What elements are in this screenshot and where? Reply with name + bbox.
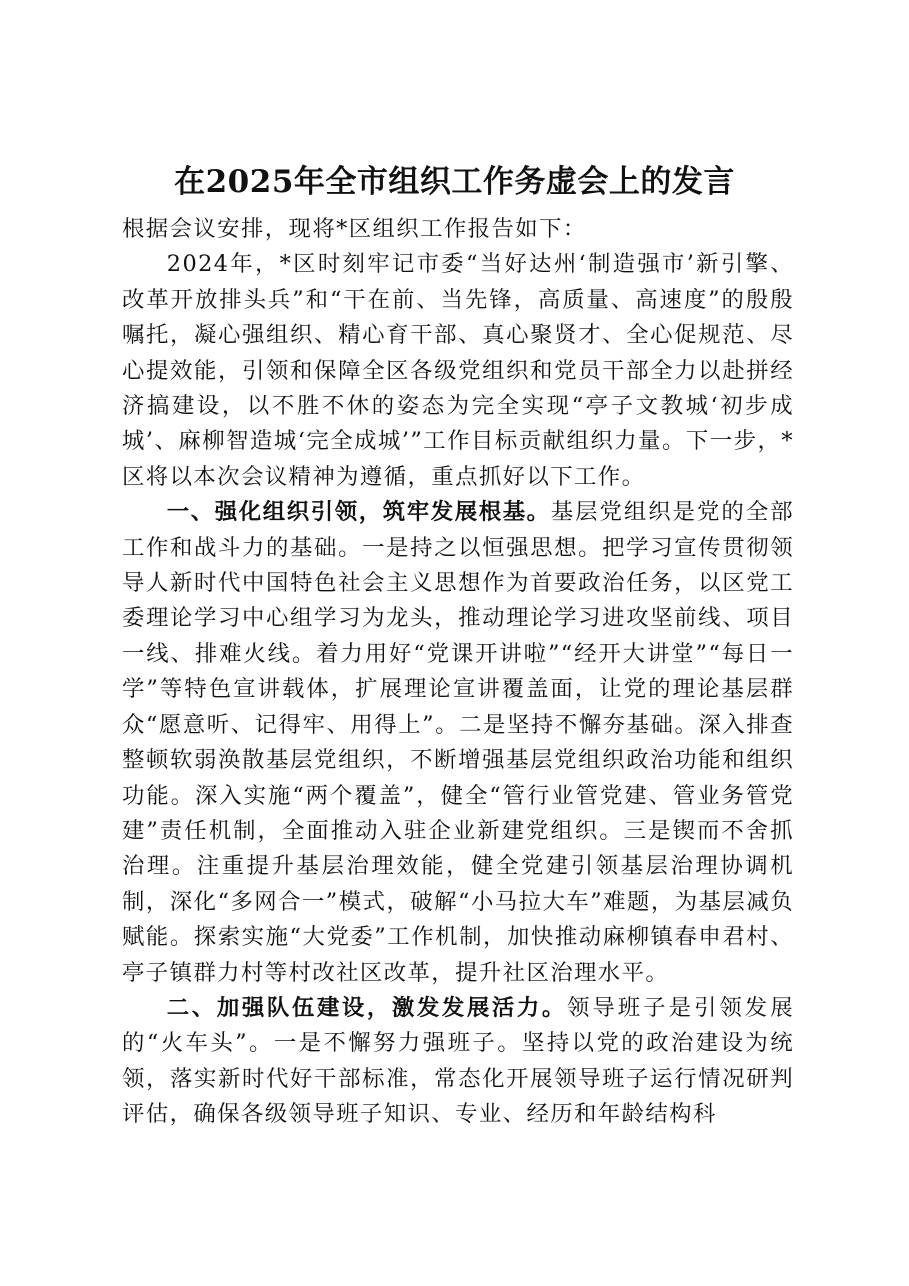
- document-body: [122, 212, 794, 1133]
- section-2-heading: 二、加强队伍建设，激发发展活力。: [166, 994, 567, 1021]
- document-title: 在2025年全市组织工作务虚会上的发言: [174, 164, 735, 200]
- section-1-heading: 一、强化组织引领，筑牢发展根基。: [166, 499, 551, 526]
- section-1-paragraph: [122, 495, 794, 991]
- summary-paragraph: 2024年，*区时刻牢记市委“当好达州‘制造强市’新引擎、改革开放排头兵”和“干在前、当先锋，高质量、高速度”的殷殷嘱托，凝心强组织、精心育干部、真心聚贤才、全心促规范、尽心提效能，引领和保障全区各级党组织和党员干部全力以赴拼经济搞建设，以不胜不休的姿态为完全实现“亭子文教城‘初步成城’、麻柳智造城‘完全成城’”工作目标贡献组织力量。下一步，*区将以本次会议精神为遵循，重点抓好以下工作。: [122, 251, 794, 490]
- section-2-paragraph: [122, 991, 794, 1133]
- section-2-text: 领导班子是引领发展的“火车头”。一是不懈努力强班子。坚持以党的政治建设为统领，落实新时代好干部标准，常态化开展领导班子运行情况研判评估，确保各级领导班子知识、专业、经历和年龄结构科: [122, 994, 794, 1128]
- section-1-text: 基层党组织是党的全部工作和战斗力的基础。一是持之以恒强思想。把学习宣传贯彻领导人新时代中国特色社会主义思想作为首要政治任务，以区党工委理论学习中心组学习为龙头，推动理论学习进攻坚前线、项目一线、排难火线。着力用好“党课开讲啦”“经开大讲堂”“每日一学”等特色宣讲载体，扩展理论宣讲覆盖面，让党的理论基层群众“愿意听、记得牢、用得上”。二是坚持不懈夯基础。深入排查整顿软弱涣散基层党组织，不断增强基层党组织政治功能和组织功能。深入实施“两个覆盖”，健全“管行业管党建、管业务管党建”责任机制，全面推动入驻企业新建党组织。三是锲而不舍抓治理。注重提升基层治理效能，健全党建引领基层治理协调机制，深化“多网合一”模式，破解“小马拉大车”难题，为基层减负赋能。探索实施“大党委”工作机制，加快推动麻柳镇春申君村、亭子镇群力村等村改社区改革，提升社区治理水平。: [122, 499, 795, 986]
- intro-paragraph: 根据会议安排，现将*区组织工作报告如下：: [122, 216, 587, 242]
